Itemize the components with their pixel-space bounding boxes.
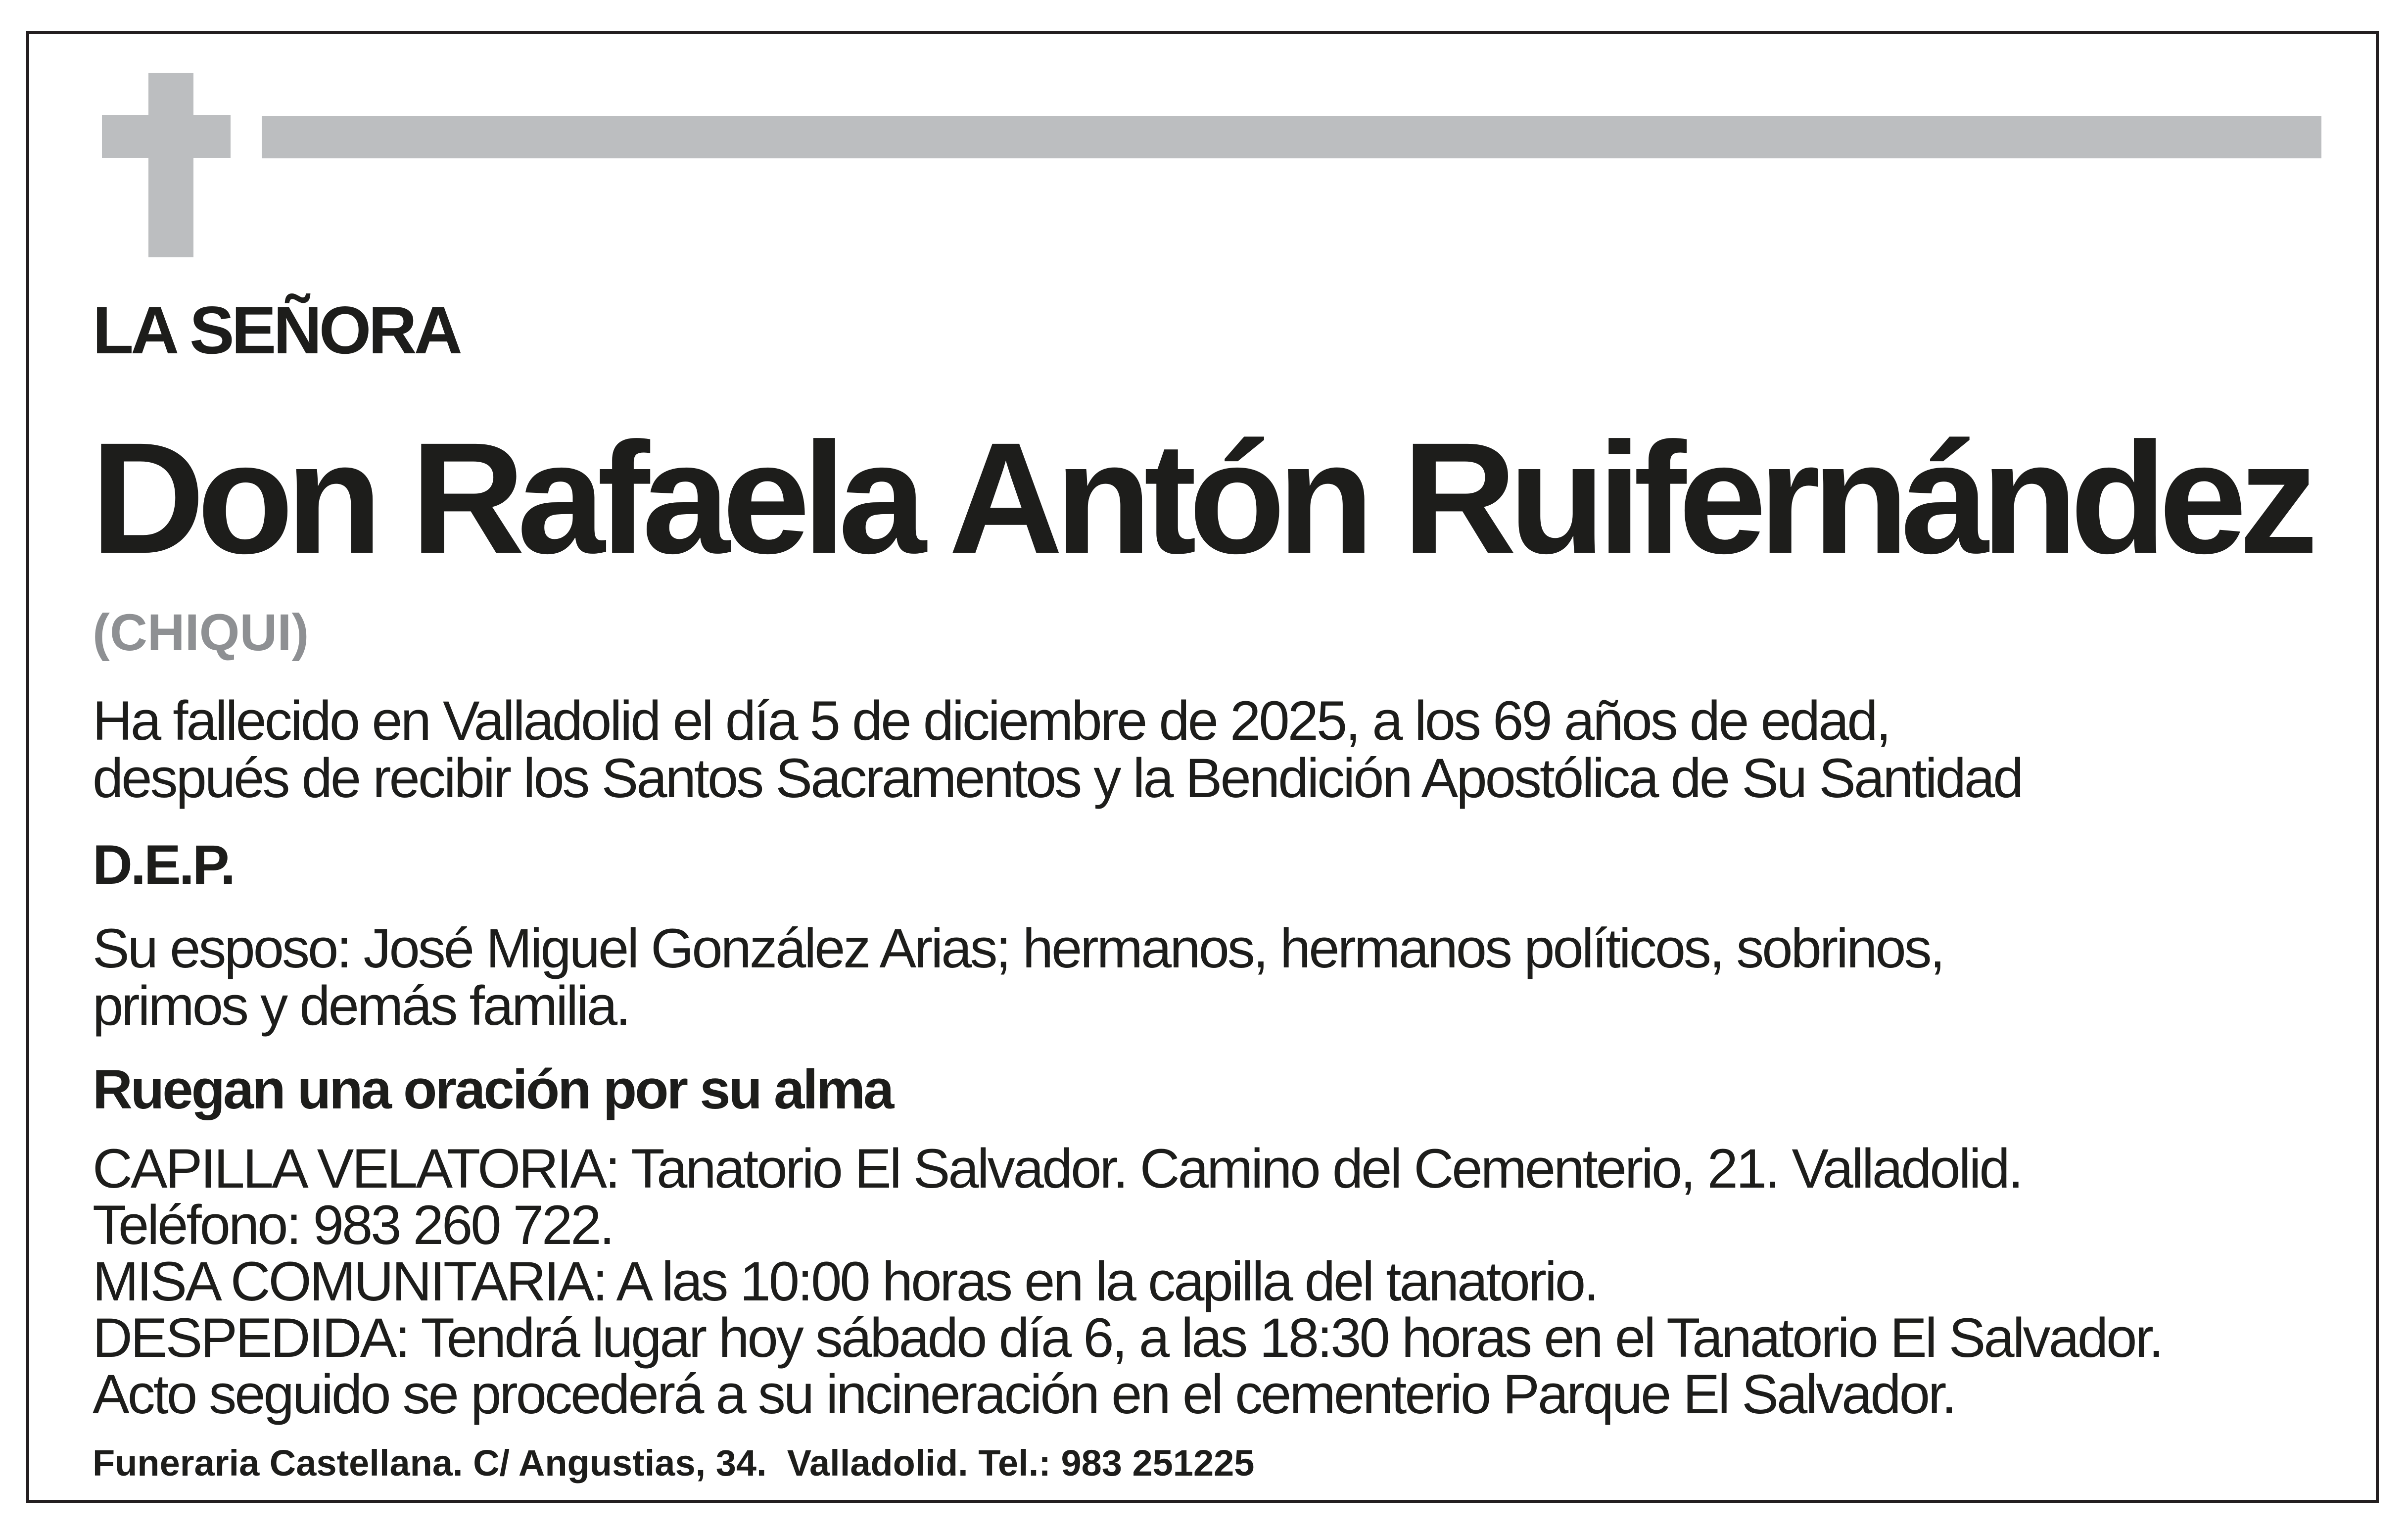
death-line: Ha fallecido en Valladolid el día 5 de diciembre de 2025, a los 69 años de edad, bbox=[93, 690, 1889, 752]
cross-vertical-bar bbox=[148, 73, 193, 257]
obituary-notice bbox=[26, 31, 2379, 1503]
service-details bbox=[93, 1138, 2162, 1425]
death-line: después de recibir los Santos Sacramentos y la Bendición Apostólica de Su Santidad bbox=[93, 747, 2022, 809]
nickname: (CHIQUI) bbox=[93, 604, 309, 662]
service-line: CAPILLA VELATORIA: Tanatorio El Salvador. Camino del Cementerio, 21. Valladolid. bbox=[93, 1138, 2022, 1199]
cross-icon bbox=[102, 73, 231, 257]
service-line: Acto seguido se procederá a su incineración en el cementerio Parque El Salvador. bbox=[93, 1363, 1955, 1425]
service-line: Teléfono: 983 260 722. bbox=[93, 1194, 613, 1256]
family-line: primos y demás familia. bbox=[93, 975, 629, 1037]
title-prefix: LA SEÑORA bbox=[93, 292, 460, 368]
service-line: DESPEDIDA: Tendrá lugar hoy sábado día 6, a las 18:30 horas en el Tanatorio El Salvador. bbox=[93, 1307, 2162, 1369]
deceased-name: Don Rafaela Antón Ruifernández bbox=[91, 409, 2311, 586]
prayer-request: Ruegan una oración por su alma bbox=[93, 1058, 893, 1120]
rip-text: D.E.P. bbox=[93, 834, 234, 896]
family-line: Su esposo: José Miguel González Arias; hermanos, hermanos políticos, sobrinos, bbox=[93, 917, 1943, 979]
service-line: MISA COMUNITARIA: A las 10:00 horas en la capilla del tanatorio. bbox=[93, 1250, 1598, 1312]
funeral-home-footer: Funeraria Castellana. C/ Angustias, 34. Valladolid. Tel.: 983 251225 bbox=[93, 1442, 1255, 1484]
cross-horizontal-bar bbox=[102, 115, 231, 158]
header-rule bbox=[262, 116, 2321, 158]
family-mourners bbox=[93, 917, 1943, 1037]
death-announcement bbox=[93, 692, 2022, 807]
